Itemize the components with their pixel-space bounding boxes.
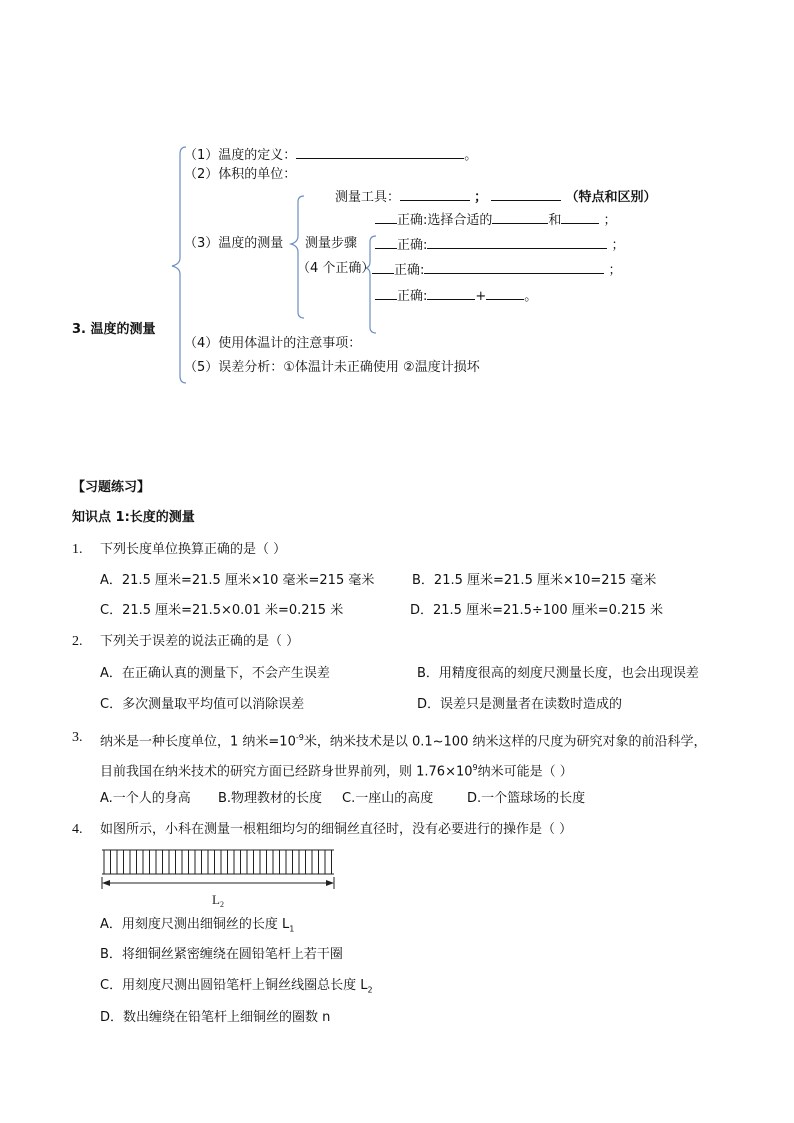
dimension-arrow-right [326,880,334,886]
q3-option-b[interactable]: B.物理教材的长度 [218,791,323,806]
q1-stem: 下列长度单位换算正确的是（ ） [100,542,287,557]
steps-label: 测量步骤 [305,236,358,251]
q3-line-2: 目前我国在纳米技术的研究方面已经跻身世界前列，则 $1.76\times 10^9$纳米可能是（ ） [100,763,573,780]
q2-option-d[interactable]: D．误差只是测量者在读数时造成的 [417,697,623,712]
q4-option-d[interactable]: D．数出缠绕在铅笔杆上细铜丝的圈数 n [100,1010,331,1025]
outline-item-2: （2）体积的单位： [184,167,297,182]
blank-step2-ord[interactable] [375,236,397,249]
outline-title: 3. 温度的测量 [72,322,156,337]
measure-brace [291,196,304,318]
blank-definition[interactable] [296,146,464,159]
q4-option-c[interactable]: C．用刻度尺测出圆铅笔杆上铜丝线圈总长度 $L_2$ [100,978,373,995]
q1-number: 1. [72,542,83,557]
blank-step4-ord[interactable] [375,287,397,300]
blank-step1-b[interactable] [561,211,599,224]
blank-step1-a[interactable] [492,211,548,224]
steps-sub: （4 个正确） [297,261,375,276]
q3-option-c[interactable]: C.一座山的高度 [342,791,434,806]
q2-option-c[interactable]: C．多次测量取平均值可以消除误差 [100,697,305,712]
blank-step4-a[interactable] [427,287,475,300]
q2-option-a[interactable]: A．在正确认真的测量下，不会产生误差 [100,666,330,681]
outline-item-1: （1）温度的定义： 。 [184,148,478,163]
blank-tool-1[interactable] [400,188,470,201]
step-3: 正确: ； [372,261,622,279]
coil-figure [98,846,342,908]
step-2: 正确: ； [375,236,625,254]
tools-line: 测量工具： ； （特点和区别） [335,190,657,205]
q1-option-d[interactable]: D．21.5 厘米=21.5÷100 厘米=0.215 米 [410,603,664,618]
q4-stem: 如图所示，小科在测量一根粗细均匀的细铜丝直径时，没有必要进行的操作是（ ） [100,822,573,837]
blank-step4-b[interactable] [486,287,524,300]
knowledge-point-1: 知识点 1:长度的测量 [72,510,195,525]
q1-option-c[interactable]: C．21.5 厘米=21.5×0.01 米=0.215 米 [100,603,344,618]
dimension-arrow-left [102,880,110,886]
q4-option-b[interactable]: B．将细铜丝紧密缠绕在圆铅笔杆上若干圈 [100,947,343,962]
blank-step1-ord[interactable] [375,211,397,224]
q4-number: 4. [72,822,83,837]
coil-lines [104,850,332,874]
step-1: 正确:选择合适的 和 ； [375,211,617,229]
item1-label: （1）温度的定义： [184,148,297,163]
blank-step2[interactable] [427,236,607,249]
outline-item-4: （4）使用体温计的注意事项： [184,336,362,351]
dimension-label: $L_2$ [212,892,224,908]
blank-step3[interactable] [424,261,604,274]
step-4: 正确: + 。 [375,287,537,305]
q3-option-a[interactable]: A.一个人的身高 [100,791,191,806]
blank-step3-ord[interactable] [372,261,394,274]
q3-number: 3. [72,730,83,745]
q3-line-1: 纳米是一种长度单位，1 纳米$=10^{-9}$米，纳米技术是以 0.1~100 纳米这样的尺度为研究对象的前沿科学， [100,733,707,750]
exercise-header: 【习题练习】 [72,480,151,495]
q1-option-a[interactable]: A．21.5 厘米=21.5 厘米×10 毫米=215 毫米 [100,573,375,588]
q4-option-a[interactable]: A．用刻度尺测出细铜丝的长度 $L_1$ [100,917,295,934]
outline-item-3: （3）温度的测量 [184,236,284,251]
q2-number: 2. [72,634,83,649]
q3-option-d[interactable]: D.一个篮球场的长度 [467,791,586,806]
blank-tool-2[interactable] [491,188,561,201]
q1-option-b[interactable]: B．21.5 厘米=21.5 厘米×10=215 毫米 [412,573,657,588]
q2-stem: 下列关于误差的说法正确的是（ ） [100,634,300,649]
outline-item-5: （5）误差分析：①体温计未正确使用 ②温度计损坏 [184,360,480,375]
q2-option-b[interactable]: B．用精度很高的刻度尺测量长度，也会出现误差 [417,666,699,681]
